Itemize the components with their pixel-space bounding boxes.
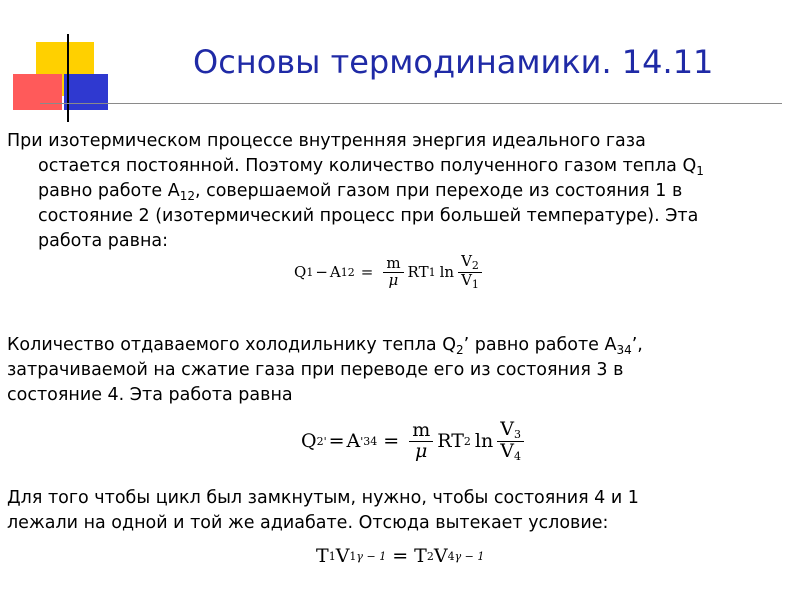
f2-equals-1: = (328, 430, 345, 453)
formula-compression-work (301, 420, 528, 462)
decor-blue-square (64, 74, 108, 110)
f1-v2: V (461, 252, 472, 270)
f3-t1: T (316, 545, 329, 567)
p3-line2: лежали на одной и той же адиабате. Отсюда вытекает условие: (7, 513, 609, 533)
f2-v-num (497, 420, 524, 442)
f1-a-sub: 12 (340, 265, 355, 279)
p1-line3-text-a: равно работе A (38, 181, 180, 201)
f2-q: Q (301, 430, 317, 453)
f2-a: A (346, 430, 361, 453)
f2-q-sub: 2 (316, 434, 324, 448)
p3-line1: Для того чтобы цикл был замкнутым, нужно, чтобы состояния 4 и 1 (7, 488, 639, 508)
paragraph-isothermal-heat (7, 129, 787, 254)
p2-line1 (7, 333, 787, 358)
p1-line2 (7, 154, 787, 179)
f2-equals-2: = (383, 430, 400, 453)
p2-line2: затрачиваемой на сжатие газа при переводе его из состояния 3 в (7, 360, 624, 380)
f2-rt: RT (437, 430, 464, 453)
f2-v-den (497, 439, 524, 463)
f1-equals: = (360, 263, 374, 282)
f2-frac-num: m (409, 421, 433, 442)
formula-adiabatic (316, 545, 484, 567)
f3-v1-exp: γ − 1 (356, 549, 387, 563)
f2-v3: V (500, 418, 514, 440)
slide-title: Основы термодинамики. 14.11 (193, 43, 714, 81)
f2-ln: ln (474, 430, 494, 453)
f3-v4-sub: 4 (447, 549, 455, 563)
p1-a-sub: 12 (179, 189, 195, 203)
f3-equals: = (392, 545, 409, 567)
f2-v3-sub: 3 (513, 428, 521, 441)
p2-text-a: Количество отдаваемого холодильнику тепла Q (7, 335, 456, 355)
p1-line4: состояние 2 (изотермический процесс при большей температуре). Эта (38, 206, 699, 226)
p1-line5: работа равна: (38, 231, 169, 251)
f1-v2-sub: 2 (471, 259, 479, 272)
p1-line3 (7, 179, 787, 204)
p1-line1: При изотермическом процессе внутренняя энергия идеального газа (7, 131, 646, 151)
formula-isothermal-work (294, 254, 486, 290)
f3-t2-sub: 2 (426, 549, 434, 563)
f2-v4: V (500, 439, 514, 462)
paragraph-cooler-heat (7, 333, 787, 408)
f1-v1: V (461, 270, 472, 289)
p2-line3: состояние 4. Эта работа равна (7, 385, 293, 405)
f2-v4-sub: 4 (513, 449, 521, 463)
f3-v4-exp: γ − 1 (454, 549, 485, 563)
f2-mass-fraction (409, 418, 433, 462)
decor-red-square (13, 74, 62, 110)
f3-t1-sub: 1 (328, 549, 336, 563)
f1-q-sub: 1 (306, 265, 314, 279)
f1-mass-fraction (383, 253, 403, 289)
f1-rt: RT (407, 263, 429, 282)
f1-frac-num: m (383, 256, 403, 273)
f3-v4: V (433, 545, 448, 567)
paragraph-adiabatic-condition (7, 486, 787, 536)
f3-t2: T (414, 545, 427, 567)
f3-v1: V (335, 545, 350, 567)
title-underline (40, 103, 782, 104)
p2-q-sub: 2 (455, 343, 464, 357)
f1-q: Q (294, 263, 307, 282)
p2-text-b: ’ равно работе A (463, 335, 617, 355)
f1-rt-sub: 1 (428, 265, 436, 279)
f1-frac-den: μ (388, 270, 399, 289)
p2-text-c: ’, (631, 335, 643, 355)
p1-q-sub: 1 (696, 164, 704, 178)
p1-line2-text: остается постоянной. Поэтому количество полученного газом тепла Q (38, 156, 697, 176)
f3-v1-sub: 1 (349, 549, 357, 563)
f1-minus: − (315, 263, 328, 282)
f2-a-sub: 34 (363, 434, 378, 448)
f1-v1-sub: 1 (471, 277, 479, 291)
f1-v-den (458, 270, 482, 291)
f2-volume-fraction (497, 420, 524, 462)
f2-frac-den: μ (415, 439, 428, 462)
decor-vertical-line (67, 34, 69, 122)
f1-a: A (329, 263, 341, 282)
f2-a-prime: ' (360, 434, 364, 448)
p1-line3-text-b: , совершаемой газом при переходе из состояния 1 в (194, 181, 683, 201)
f2-q-prime: ' (323, 434, 327, 448)
p2-a-sub: 34 (616, 343, 632, 357)
f2-rt-sub: 2 (463, 434, 471, 448)
f1-volume-fraction (458, 254, 482, 290)
f1-ln: ln (439, 263, 455, 282)
